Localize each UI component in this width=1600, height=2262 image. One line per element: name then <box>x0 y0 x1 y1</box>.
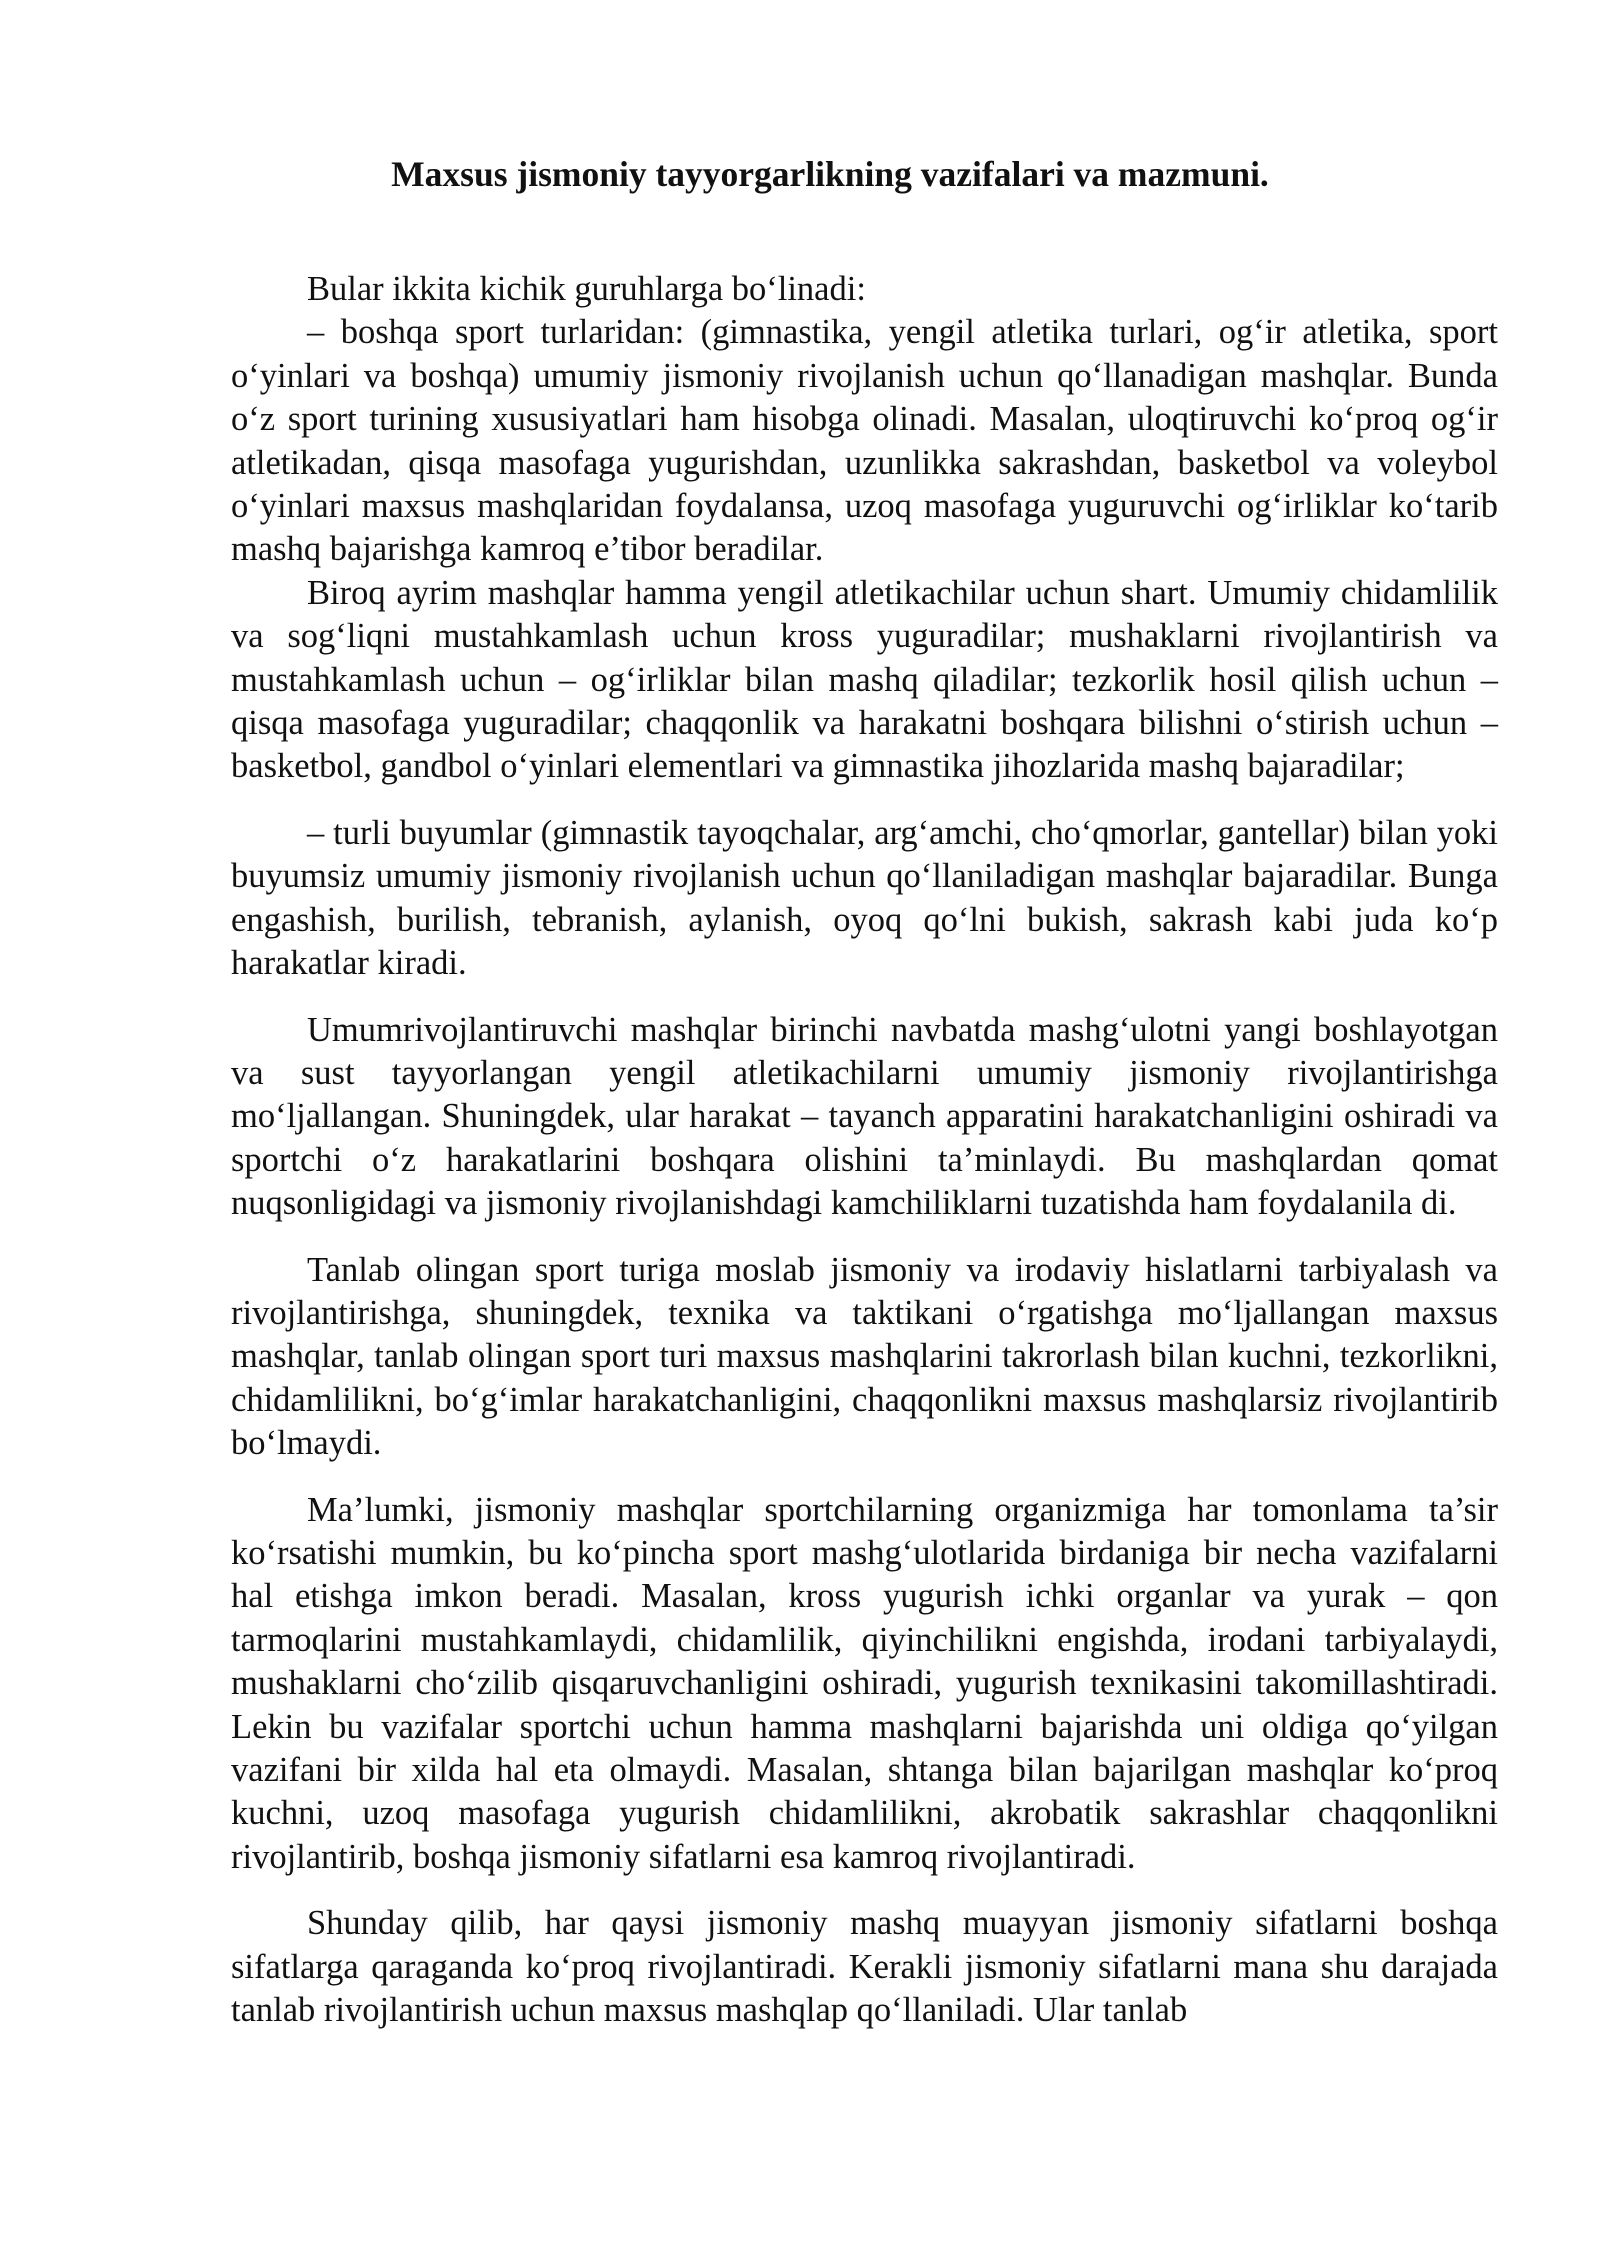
paragraph-other-sports: – boshqa sport turlaridan: (gimnastika, yengil atletika turlari, og‘ir atletika, sport o‘yinlari va boshqa) umumiy jismoniy rivojlanish uchun qo‘llanadigan mashqlar. Bunda o‘z sport turining xususiyatlari ham hisobga olinadi. Masalan, uloqtiruvchi ko‘proq og‘ir atletikadan, qisqa masofaga yugurishdan, uzunlikka sakrashdan, basketbol va voleybol o‘yinlari maxsus mashqlaridan foydalansa, uzoq masofaga yuguruvchi og‘irliklar ko‘tarib mashq bajarishga kamroq e’tibor beradilar. <box>231 313 1498 569</box>
paragraph-general-development: Umumrivojlantiruvchi mashqlar birinchi navbatda mashg‘ulotni yangi boshlayotgan va sust tayyorlangan yengil atletikachilarni umumiy jismoniy rivojlantirishga mo‘ljallangan. Shuningdek, ular harakat – tayanch apparatini harakatchanligini oshiradi va sportchi o‘z harakatlarini boshqara olishini ta’minlaydi. Bu mashqlardan qomat nuqsonligidagi va jismoniy rivojlanishdagi kamchiliklarni tuzatishda ham foydalanila di. <box>231 1010 1498 1223</box>
document-body <box>231 268 1498 2032</box>
paragraph-intro: Bular ikkita kichik guruhlarga bo‘linadi: <box>307 270 866 308</box>
page-title: Maxsus jismoniy tayyorgarlikning vazifalari va mazmuni. <box>391 154 1269 194</box>
paragraph-known-effects: Ma’lumki, jismoniy mashqlar sportchilarning organizmiga har tomonlama ta’sir ko‘rsatishi mumkin, bu ko‘pincha sport mashg‘ulotlarida birdaniga bir necha vazifalarni hal etishga imkon beradi. Masalan, kross yugurish ichki organlar va yurak – qon tarmoqlarini mustahkamlaydi, chidamlilik, qiyinchilikni engishda, irodani tarbiyalaydi, mushaklarni cho‘zilib qisqaruvchanligini oshiradi, yugurish texnikasini takomillashtiradi. Lekin bu vazifalar sportchi uchun hamma mashqlarni bajarishda uni oldiga qo‘yilgan vazifani bir xilda hal eta olmaydi. Masalan, shtanga bilan bajarilgan mashqlar ko‘proq kuchni, uzoq masofaga yugurish chidamlilikni, akrobatik sakrashlar chaqqonlikni rivojlantirib, boshqa jismoniy sifatlarni esa kamroq rivojlantiradi. <box>231 1490 1498 1876</box>
paragraph-conclusion: Shunday qilib, har qaysi jismoniy mashq muayyan jismoniy sifatlarni boshqa sifatlarga qaraganda ko‘proq rivojlantiradi. Kerakli jismoniy sifatlarni mana shu darajada tanlab rivojlantirish uchun maxsus mashqlap qo‘llaniladi. Ular tanlab <box>231 1904 1498 2030</box>
paragraph-required-exercises: Biroq ayrim mashqlar hamma yengil atletikachilar uchun shart. Umumiy chidamlilik va sog‘liqni mustahkamlash uchun kross yuguradilar; mushaklarni rivojlantirish va mustahkamlash uchun – og‘irliklar bilan mashq qiladilar; tezkorlik hosil qilish uchun – qisqa masofaga yuguradilar; chaqqonlik va harakatni boshqara bilishni o‘stirish uchun – basketbol, gandbol o‘yinlari elementlari va gimnastika jihozlarida mashq bajaradilar; <box>231 573 1498 786</box>
paragraph-objects: – turli buyumlar (gimnastik tayoqchalar, arg‘amchi, cho‘qmorlar, gantellar) bilan yoki buyumsiz umumiy jismoniy rivojlanish uchun qo‘llaniladigan mashqlar bajaradilar. Bunga engashish, burilish, tebranish, aylanish, oyoq qo‘lni bukish, sakrash kabi juda ko‘p harakatlar kiradi. <box>231 813 1498 983</box>
paragraph-selected-sport: Tanlab olingan sport turiga moslab jismoniy va irodaviy hislatlarni tarbiyalash va rivojlantirishga, shuningdek, texnika va taktikani o‘rgatishga mo‘ljallangan maxsus mashqlar, tanlab olingan sport turi maxsus mashqlarini takrorlash bilan kuchni, tezkorlikni, chidamlilikni, bo‘g‘imlar harakatchanligini, chaqqonlikni maxsus mashqlarsiz rivojlantirib bo‘lmaydi. <box>231 1250 1498 1463</box>
